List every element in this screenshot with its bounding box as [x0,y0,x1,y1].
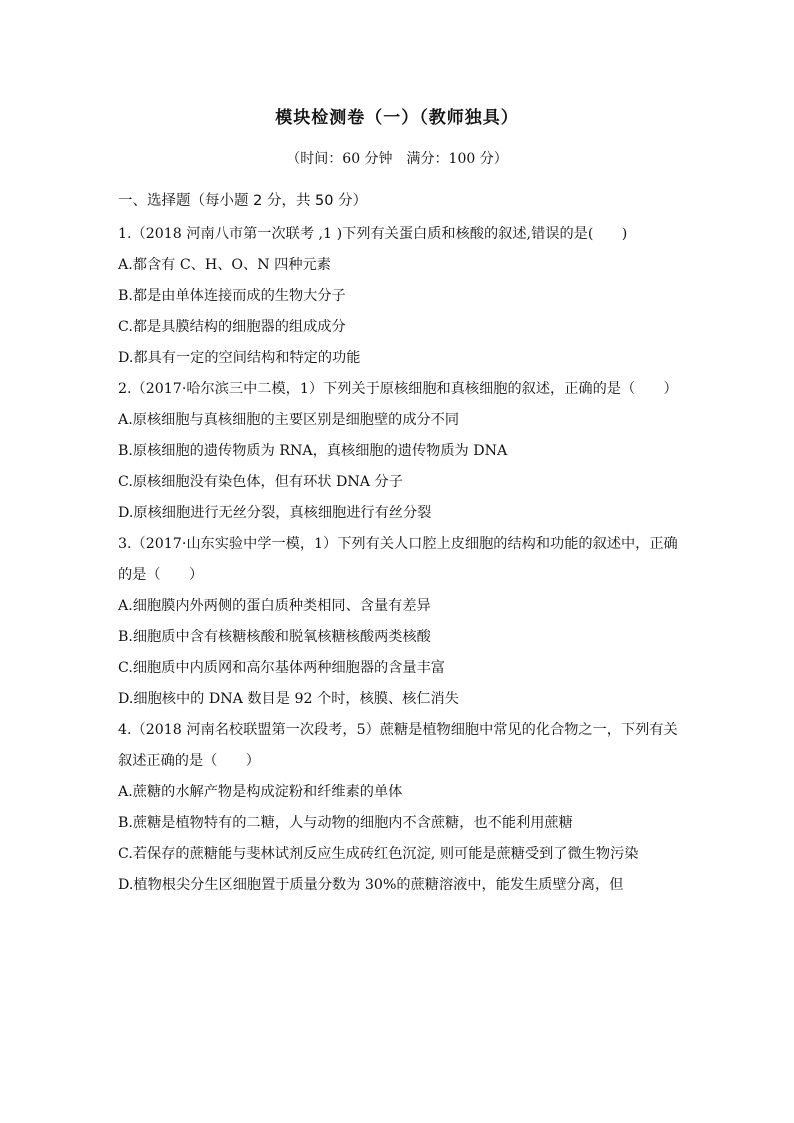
question-3 [118,529,683,715]
option-b: B.细胞质中含有核糖核酸和脱氧核糖核酸两类核酸 [118,629,431,645]
option-d: D.植物根尖分生区细胞置于质量分数为 30%的蔗糖溶液中，能发生质壁分离，但 [118,877,624,893]
question-4 [118,715,683,901]
option-c: C.若保存的蔗糖能与斐林试剂反应生成砖红色沉淀, 则可能是蔗糖受到了微生物污染 [118,846,639,862]
option-b: B.蔗糖是植物特有的二糖，人与动物的细胞内不含蔗糖，也不能利用蔗糖 [118,815,573,831]
question-stem: 3.（2017·山东实验中学一模，1）下列有关人口腔上皮细胞的结构和功能的叙述中，正确的是（ ） [118,536,678,583]
option-b: B.都是由单体连接而成的生物大分子 [118,288,346,304]
option-c: C.细胞质中内质网和高尔基体两种细胞器的含量丰富 [118,660,445,676]
option-a: A.都含有 C、H、O、N 四种元素 [118,257,331,273]
option-c: C.原核细胞没有染色体，但有环状 DNA 分子 [118,474,403,490]
question-stem: 4.（2018 河南名校联盟第一次段考，5）蔗糖是植物细胞中常见的化合物之一，下列有关叙述正确的是（ ） [118,722,678,769]
exam-content [118,186,683,901]
question-stem: 2.（2017·哈尔滨三中二模，1）下列关于原核细胞和真核细胞的叙述，正确的是（ ） [118,381,678,397]
option-d: D.原核细胞进行无丝分裂，真核细胞进行有丝分裂 [118,505,432,521]
option-a: A.蔗糖的水解产物是构成淀粉和纤维素的单体 [118,784,403,800]
option-c: C.都是具膜结构的细胞器的组成成分 [118,319,346,335]
option-d: D.都具有一定的空间结构和特定的功能 [118,350,361,366]
option-b: B.原核细胞的遗传物质为 RNA，真核细胞的遗传物质为 DNA [118,443,508,459]
question-stem: 1.（2018 河南八市第一次联考 ,1 )下列有关蛋白质和核酸的叙述,错误的是( ) [118,226,628,242]
page-title: 模块检测卷（一）（教师独具） [275,108,519,128]
section-heading: 一、选择题（每小题 2 分，共 50 分） [118,193,368,209]
option-a: A.原核细胞与真核细胞的主要区别是细胞壁的成分不同 [118,412,460,428]
question-1 [118,219,683,374]
question-2 [118,374,683,529]
option-a: A.细胞膜内外两侧的蛋白质种类相同、含量有差异 [118,598,431,614]
option-d: D.细胞核中的 DNA 数目是 92 个时，核膜、核仁消失 [118,691,459,707]
exam-info: （时间：60 分钟 满分：100 分） [286,151,508,167]
